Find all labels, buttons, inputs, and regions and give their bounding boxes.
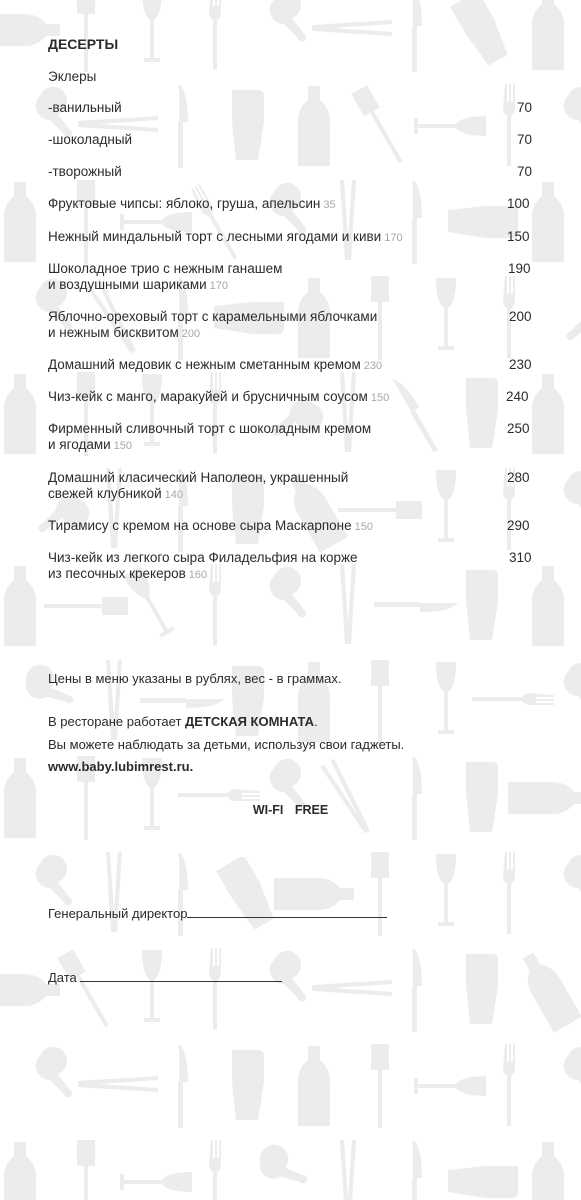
dessert-name-line — [48, 550, 538, 566]
dessert-weight: 200 — [181, 328, 201, 340]
dessert-weight: 140 — [164, 489, 183, 501]
dessert-name-line — [48, 566, 538, 583]
prices-note: Цены в меню указаны в рублях, вес - в граммах. — [48, 671, 342, 686]
dessert-price: 200 — [509, 309, 532, 324]
dessert-name: Чиз-кейк из легкого сыра Филадельфия на корже — [48, 550, 358, 565]
group-title: Эклеры — [48, 69, 97, 84]
dessert-item — [48, 196, 538, 213]
dessert-name-line — [48, 325, 538, 342]
dessert-name-line — [48, 357, 538, 374]
dessert-name: -шоколадный — [48, 132, 133, 147]
dessert-weight: 35 — [323, 199, 336, 211]
dessert-item — [48, 421, 538, 454]
dessert-item — [48, 518, 538, 535]
dessert-name-line — [48, 229, 538, 246]
dessert-name: и воздушными шариками — [48, 277, 207, 292]
dessert-name: и ягодами — [48, 437, 111, 452]
date-field — [48, 969, 282, 985]
dessert-name-line — [48, 277, 538, 294]
dessert-name-line — [48, 486, 538, 503]
gadgets-note: Вы можете наблюдать за детьми, используя свои гаджеты. — [48, 737, 405, 752]
dessert-name: Яблочно-ореховый торт с карамельными яблочками — [48, 309, 378, 324]
director-label: Генеральный директор — [48, 906, 188, 921]
dessert-price: 230 — [509, 357, 532, 372]
dessert-item — [48, 389, 538, 406]
dessert-name: Домашний класический Наполеон, украшенный — [48, 470, 349, 485]
dessert-weight: 230 — [363, 360, 383, 372]
section-title: ДЕСЕРТЫ — [48, 36, 119, 52]
dessert-name: Нежный миндальный торт с лесными ягодами и киви — [48, 229, 382, 244]
dessert-price: 250 — [507, 421, 530, 436]
dessert-name: Тирамису с кремом на основе сыра Маскарпоне — [48, 518, 352, 533]
dessert-name-line — [48, 421, 538, 437]
dessert-name-line — [48, 132, 538, 148]
dessert-name-line — [48, 100, 538, 116]
dessert-weight: 160 — [188, 569, 208, 581]
dessert-weight: 170 — [384, 232, 403, 244]
dessert-name: Шоколадное трио с нежным ганашем — [48, 261, 283, 276]
dessert-name: -творожный — [48, 164, 122, 179]
dessert-name: Домашний медовик с нежным сметанным кремом — [48, 357, 361, 372]
dessert-weight: 150 — [370, 392, 390, 404]
kids-room-prefix: В ресторане работает — [48, 714, 186, 729]
dessert-name-line — [48, 196, 538, 213]
kids-room-name: ДЕТСКАЯ КОМНАТА — [185, 714, 315, 729]
dessert-name-line — [48, 309, 538, 325]
dessert-price: 190 — [508, 261, 531, 276]
dessert-weight: 150 — [113, 440, 133, 452]
kids-room-suffix: . — [314, 714, 318, 729]
dessert-price: 70 — [517, 164, 533, 179]
kids-room-link[interactable]: www.baby.lubimrest.ru. — [48, 759, 194, 774]
dessert-item — [48, 100, 538, 116]
dessert-weight: 170 — [209, 280, 229, 292]
dessert-name-line — [48, 261, 538, 277]
dessert-name: -ванильный — [48, 100, 122, 115]
dessert-price: 70 — [517, 100, 533, 115]
dessert-name-line — [48, 389, 538, 406]
date-signature-line — [80, 969, 282, 982]
dessert-price: 100 — [507, 196, 530, 211]
dessert-name: Фруктовые чипсы: яблоко, груша, апельсин — [48, 196, 321, 211]
dessert-name-line — [48, 518, 538, 535]
dessert-price: 150 — [507, 229, 530, 244]
dessert-name: из песочных крекеров — [48, 566, 186, 581]
dessert-price: 240 — [506, 389, 529, 404]
dessert-name-line — [48, 470, 538, 486]
director-signature-field — [48, 905, 387, 921]
wifi-label: WI-FI FREE — [252, 803, 329, 817]
dessert-weight: 150 — [354, 521, 373, 533]
dessert-item — [48, 261, 538, 294]
date-label: Дата — [48, 970, 77, 985]
dessert-name: и нежным бисквитом — [48, 325, 179, 340]
dessert-name-line — [48, 437, 538, 454]
dessert-price: 290 — [507, 518, 530, 533]
dessert-item — [48, 132, 538, 148]
kids-room-note — [48, 714, 318, 729]
dessert-name-line — [48, 164, 538, 180]
dessert-item — [48, 550, 538, 583]
director-signature-line — [187, 905, 387, 918]
dessert-price: 310 — [509, 550, 532, 565]
dessert-item — [48, 309, 538, 342]
dessert-item — [48, 229, 538, 246]
dessert-name: свежей клубникой — [48, 486, 162, 501]
dessert-item — [48, 470, 538, 503]
dessert-price: 280 — [507, 470, 530, 485]
dessert-name: Чиз-кейк с манго, маракуйей и брусничным соусом — [48, 389, 368, 404]
dessert-item — [48, 164, 538, 180]
dessert-price: 70 — [517, 132, 533, 147]
dessert-item — [48, 357, 538, 374]
dessert-name: Фирменный сливочный торт с шоколадным кремом — [48, 421, 372, 436]
